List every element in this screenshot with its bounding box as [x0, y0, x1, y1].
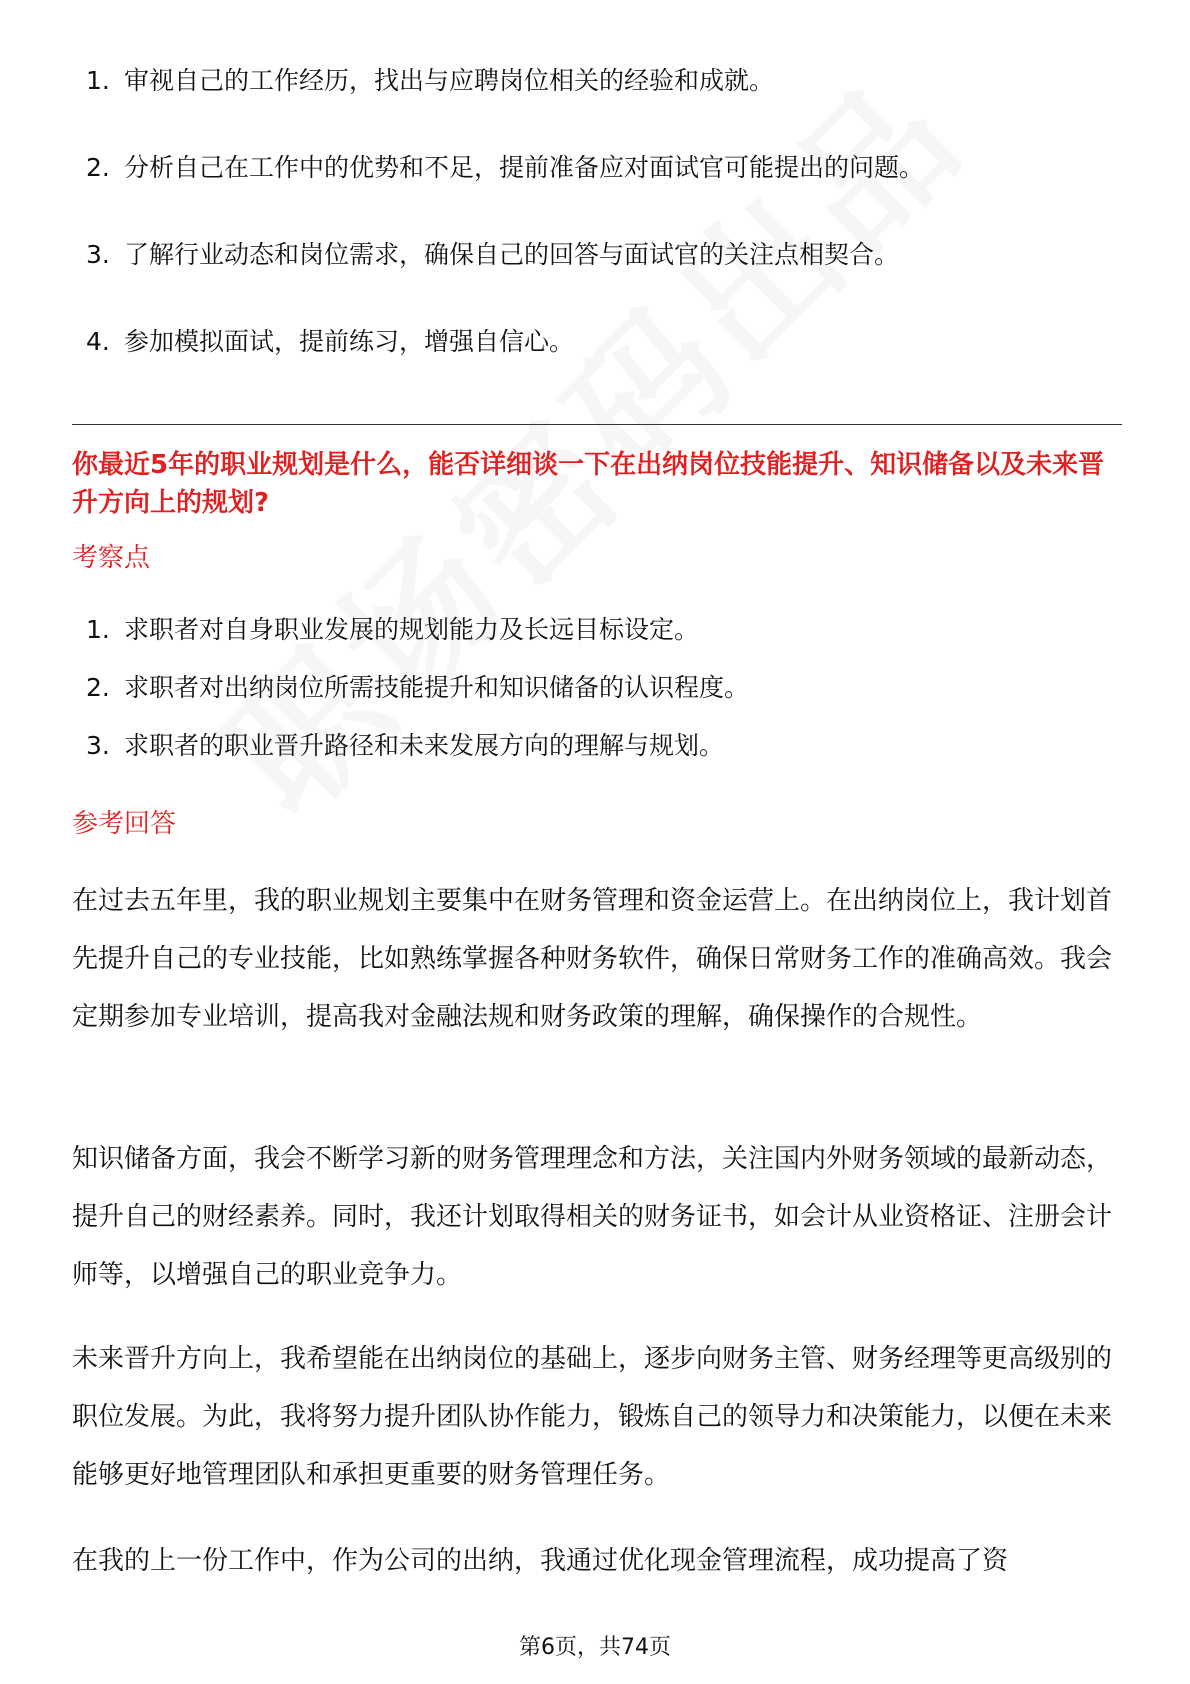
section-title-points: 考察点 [72, 543, 151, 573]
list-number: 3. [86, 731, 110, 760]
points-list [72, 613, 1122, 787]
list-item [72, 151, 1122, 238]
list-text: 分析自己在工作中的优势和不足，提前准备应对面试官可能提出的问题。 [124, 153, 925, 182]
list-item [72, 613, 1122, 671]
question-heading: 你最近5年的职业规划是什么，能否详细谈一下在出纳岗位技能提升、知识储备以及未来晋升方向上的规划? [72, 450, 1105, 518]
list-item [72, 64, 1122, 151]
list-number: 2. [86, 673, 110, 702]
list-item [72, 325, 1122, 412]
list-number: 1. [86, 615, 110, 644]
answer-paragraph: 未来晋升方向上，我希望能在出纳岗位的基础上，逐步向财务主管、财务经理等更高级别的职位发展。为此，我将努力提升团队协作能力，锻炼自己的领导力和决策能力，以便在未来能够更好地管理团队和承担更重要的财务管理任务。 [72, 1344, 1113, 1490]
answer-paragraph: 知识储备方面，我会不断学习新的财务管理理念和方法，关注国内外财务领域的最新动态，提升自己的财经素养。同时，我还计划取得相关的财务证书，如会计从业资格证、注册会计师等，以增强自己的职业竞争力。 [72, 1144, 1113, 1290]
answer-paragraph: 在过去五年里，我的职业规划主要集中在财务管理和资金运营上。在出纳岗位上，我计划首先提升自己的专业技能，比如熟练掌握各种财务软件，确保日常财务工作的准确高效。我会定期参加专业培训，提高我对金融法规和财务政策的理解，确保操作的合规性。 [72, 886, 1113, 1032]
list-number: 3. [86, 240, 110, 269]
list-text: 审视自己的工作经历，找出与应聘岗位相关的经验和成就。 [124, 66, 775, 95]
list-text: 求职者对出纳岗位所需技能提升和知识储备的认识程度。 [124, 673, 750, 702]
top-list [72, 64, 1122, 412]
list-text: 参加模拟面试，提前练习，增强自信心。 [124, 327, 575, 356]
list-number: 1. [86, 66, 110, 95]
list-text: 求职者对自身职业发展的规划能力及长远目标设定。 [124, 615, 700, 644]
section-title-answer: 参考回答 [72, 809, 177, 839]
answer-paragraph: 在我的上一份工作中，作为公司的出纳，我通过优化现金管理流程，成功提高了资 [72, 1546, 1009, 1576]
list-text: 求职者的职业晋升路径和未来发展方向的理解与规划。 [124, 731, 725, 760]
list-number: 4. [86, 327, 110, 356]
list-item [72, 238, 1122, 325]
list-item [72, 671, 1122, 729]
list-number: 2. [86, 153, 110, 182]
list-item [72, 729, 1122, 787]
list-text: 了解行业动态和岗位需求，确保自己的回答与面试官的关注点相契合。 [124, 240, 900, 269]
section-divider [72, 424, 1122, 425]
page-footer: 第6页，共74页 [519, 1635, 671, 1660]
